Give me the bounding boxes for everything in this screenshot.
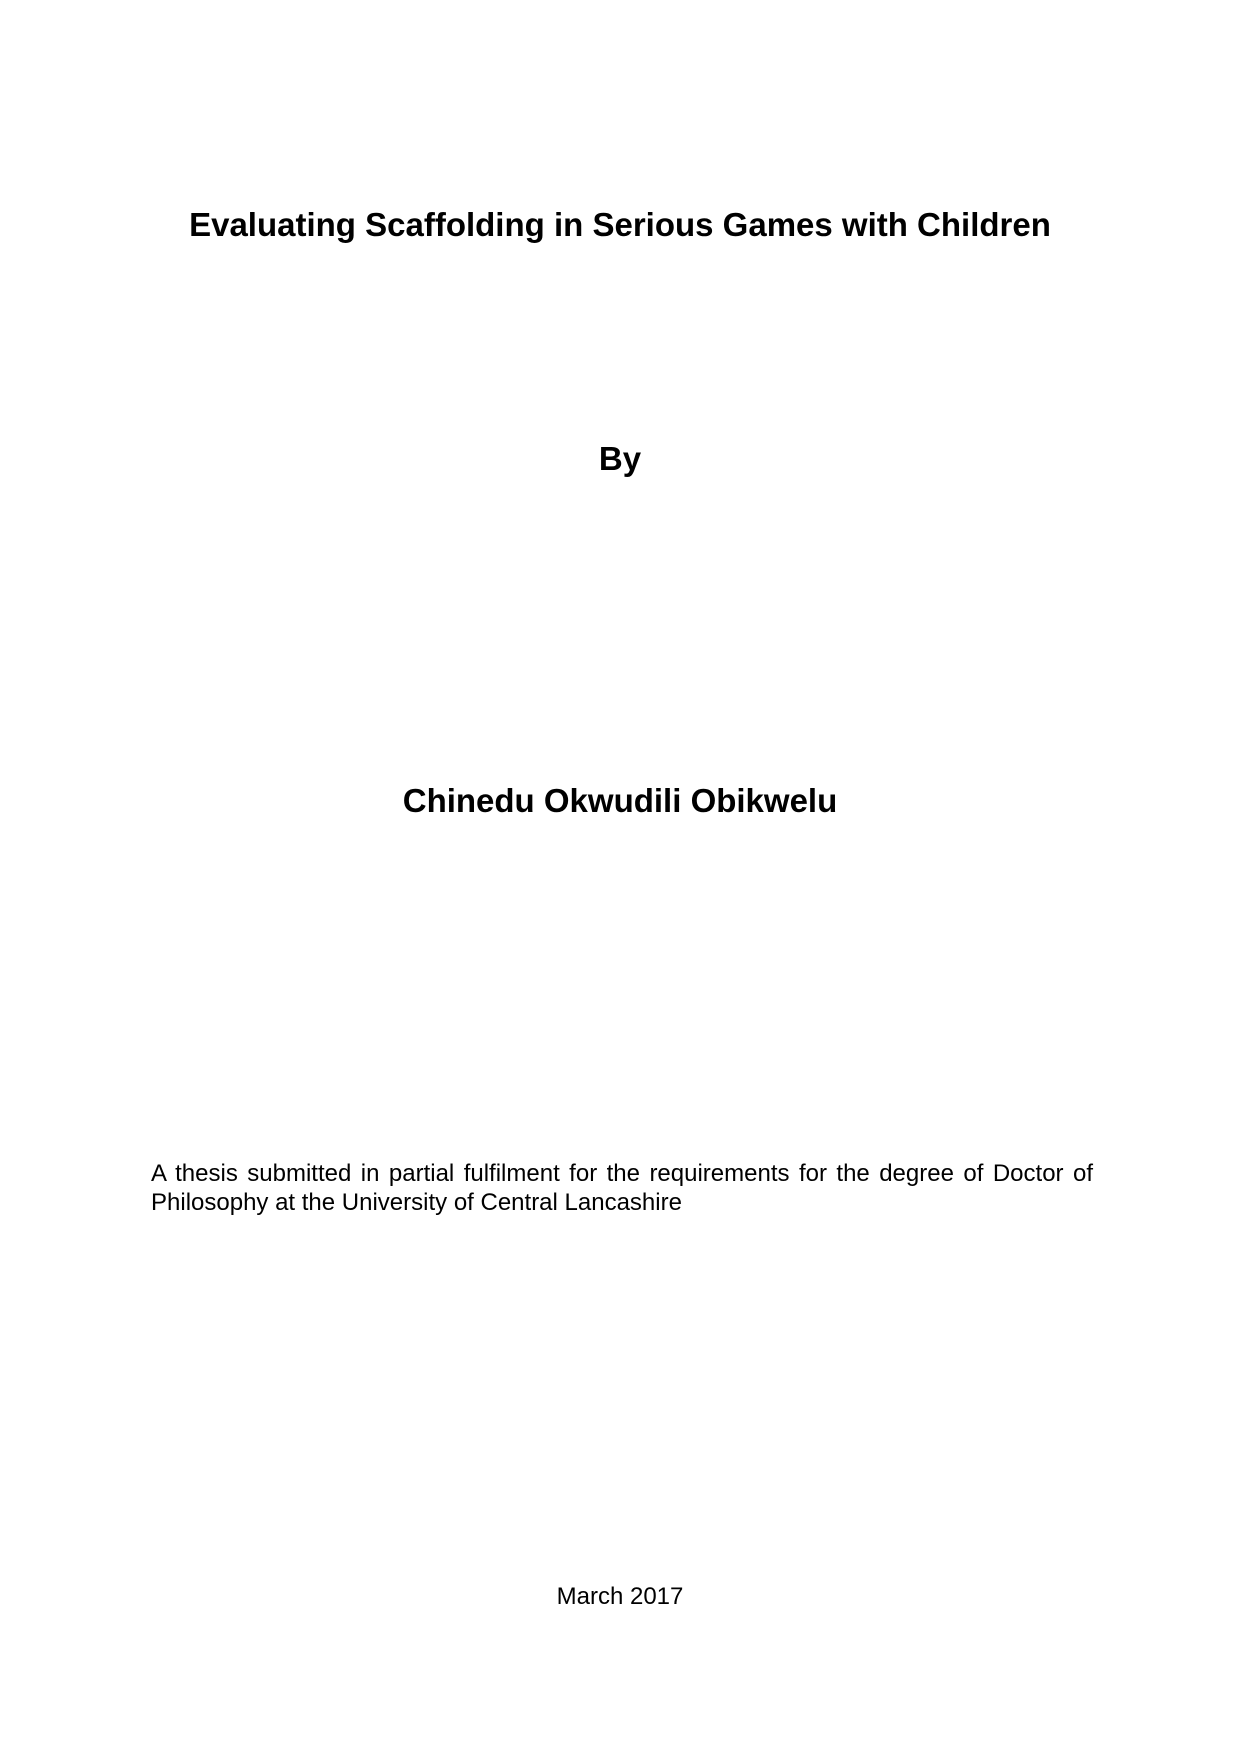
submission-date: March 2017 <box>556 1583 684 1610</box>
degree-statement: A thesis submitted in partial fulfilment for the requirements for the degree of Doctor of Philosophy at the University of Central Lancashire <box>151 1160 1093 1216</box>
author-name: Chinedu Okwudili Obikwelu <box>402 782 838 819</box>
thesis-title: Evaluating Scaffolding in Serious Games with Children <box>189 206 1051 243</box>
by-label: By <box>598 440 642 477</box>
